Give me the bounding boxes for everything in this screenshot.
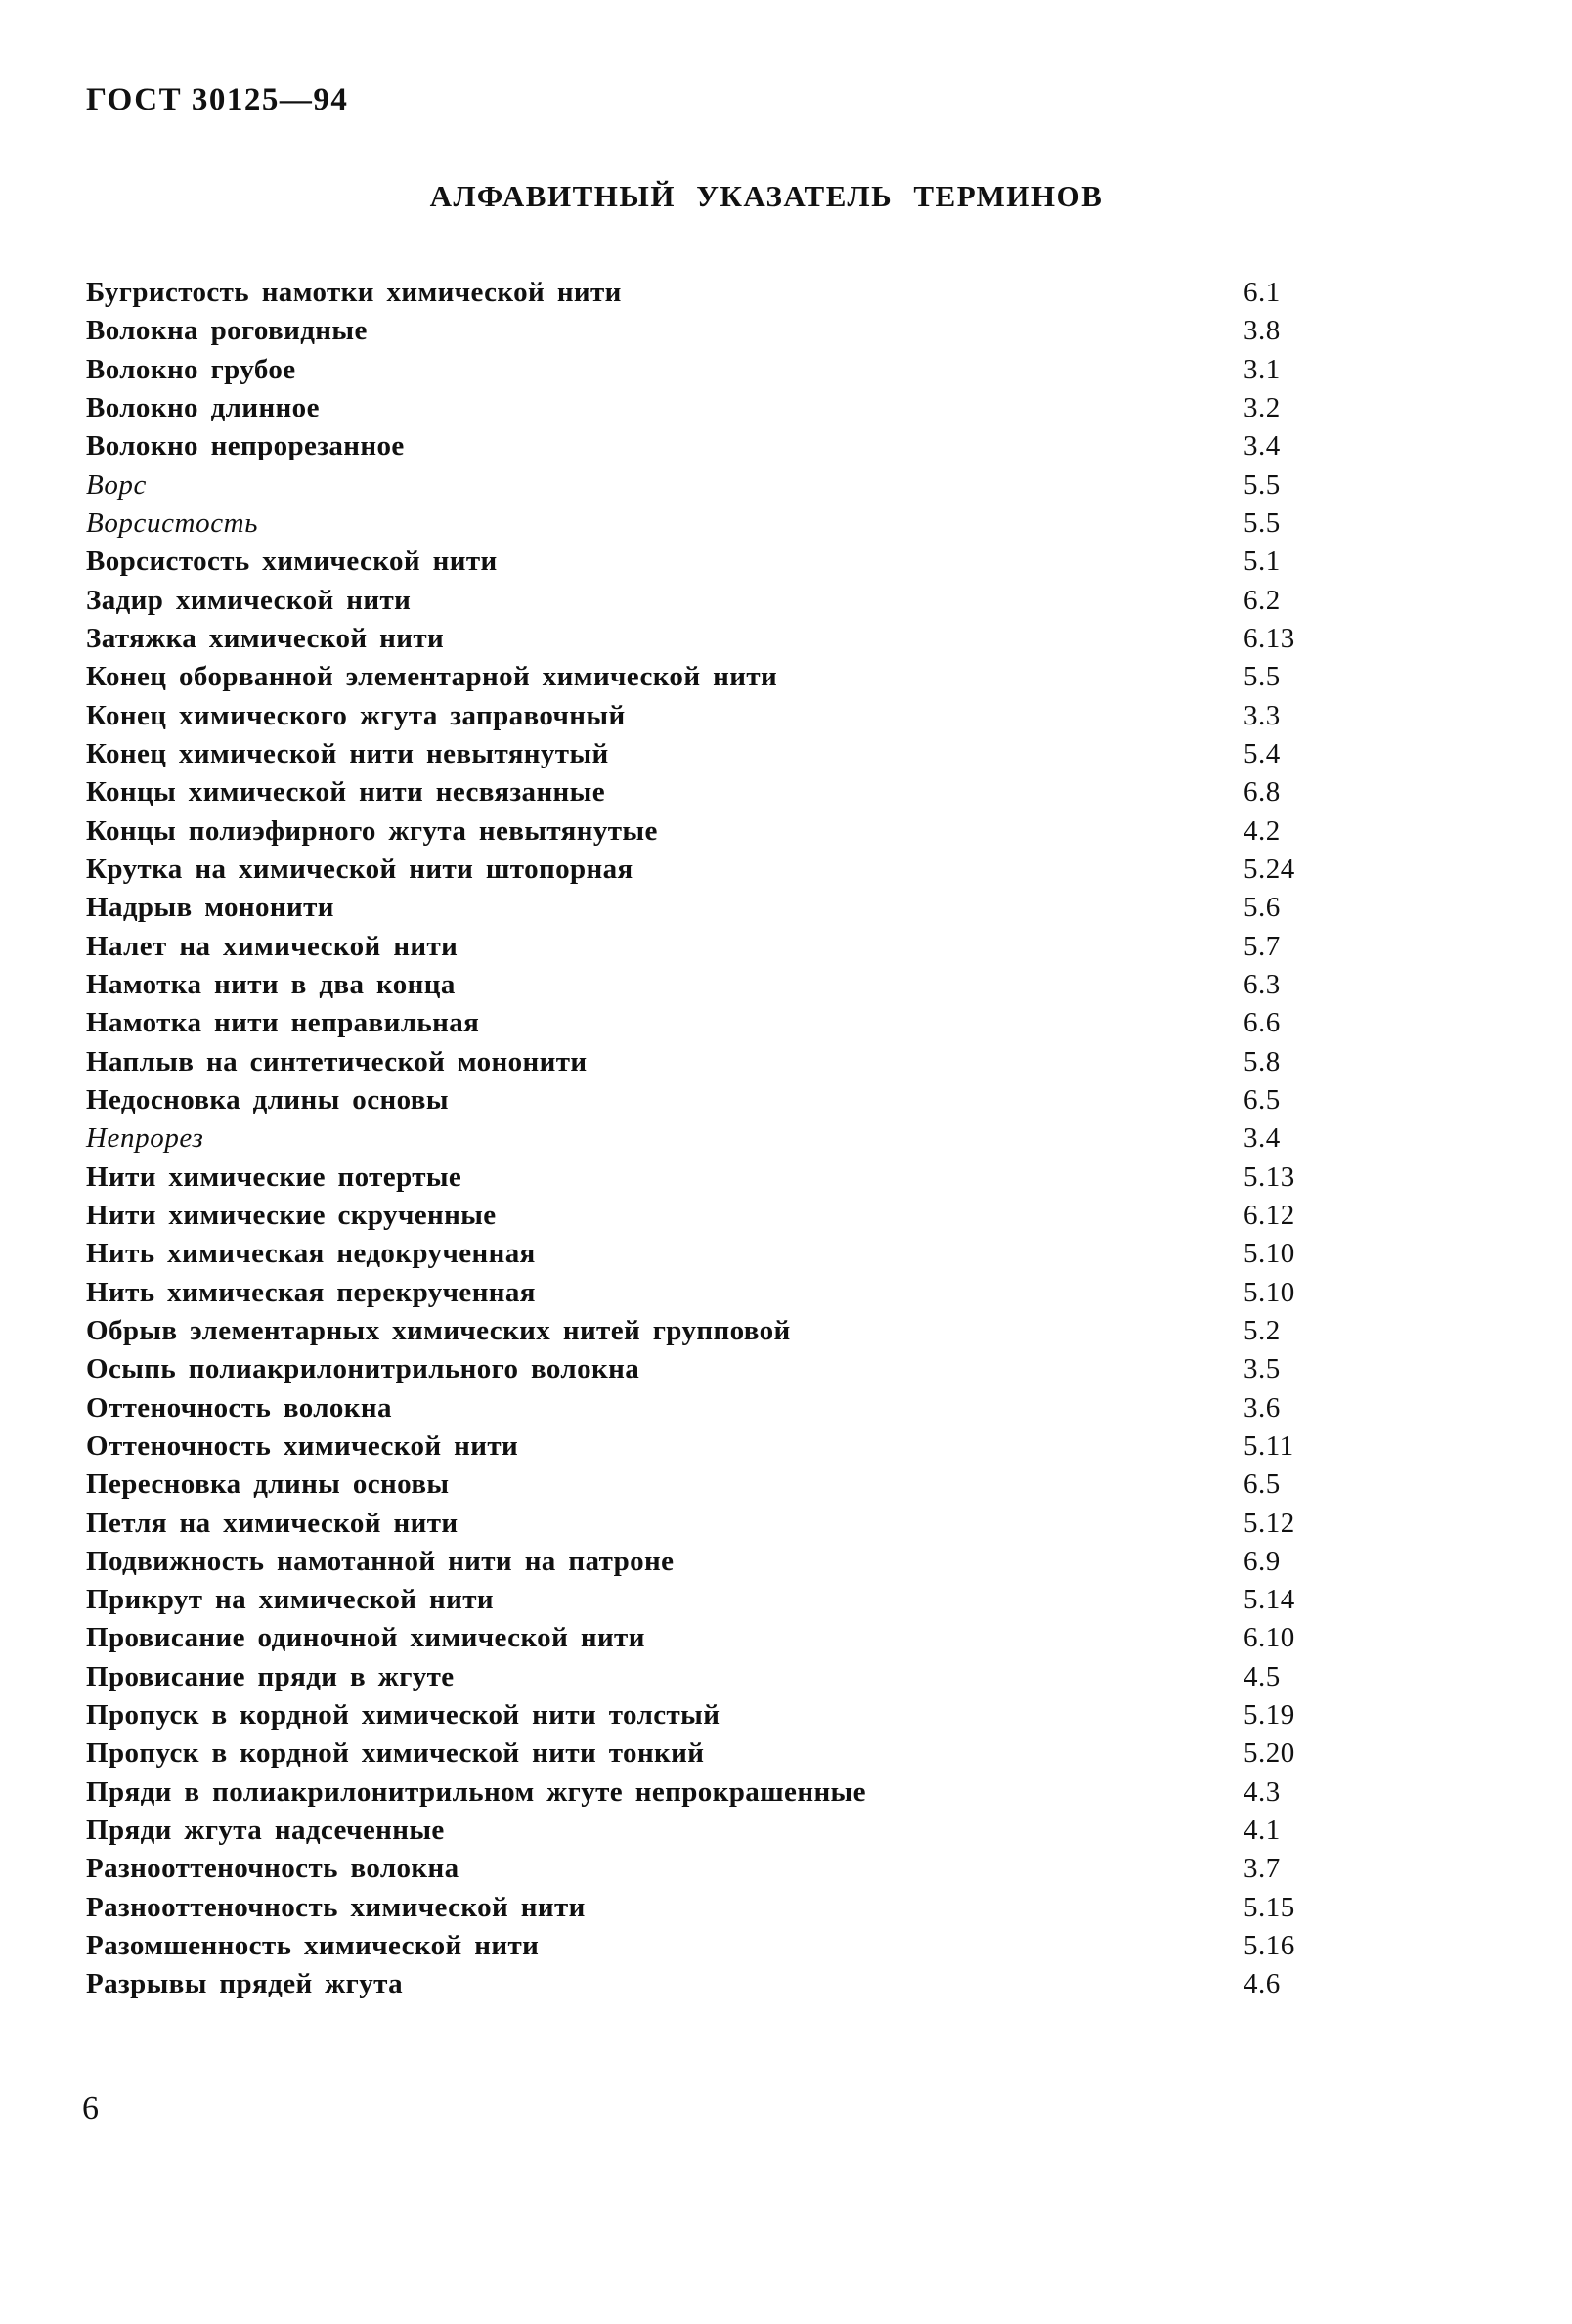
index-ref: 6.3 xyxy=(1244,968,1281,1000)
index-term: Разнооттеночность волокна xyxy=(86,1853,459,1885)
index-term: Осыпь полиакрилонитрильного волокна xyxy=(86,1353,640,1385)
index-ref: 4.3 xyxy=(1244,1776,1281,1808)
index-row xyxy=(86,427,1447,465)
index-term: Задир химической нити xyxy=(86,584,412,616)
index-ref: 3.8 xyxy=(1244,315,1281,347)
index-row xyxy=(86,1119,1447,1158)
index-row xyxy=(86,1850,1447,1888)
index-row xyxy=(86,1812,1447,1850)
index-row xyxy=(86,1350,1447,1388)
index-term: Обрыв элементарных химических нитей групповой xyxy=(86,1314,791,1346)
index-row xyxy=(86,1734,1447,1773)
term-index-list xyxy=(86,274,1447,2004)
index-row xyxy=(86,1235,1447,1273)
index-ref: 6.6 xyxy=(1244,1007,1281,1039)
index-term: Петля на химической нити xyxy=(86,1507,458,1539)
index-term: Разнооттеночность химической нити xyxy=(86,1891,586,1923)
index-row xyxy=(86,351,1447,389)
index-term: Пряди жгута надсеченные xyxy=(86,1815,445,1847)
index-term: Волокно непрорезанное xyxy=(86,430,405,462)
index-ref: 5.5 xyxy=(1244,468,1281,501)
index-row xyxy=(86,697,1447,735)
index-ref: 5.16 xyxy=(1244,1930,1295,1962)
index-ref: 5.2 xyxy=(1244,1314,1281,1346)
index-row xyxy=(86,1312,1447,1350)
index-term: Оттеночность волокна xyxy=(86,1391,392,1424)
index-row xyxy=(86,1543,1447,1581)
index-term: Ворс xyxy=(86,468,147,501)
index-row xyxy=(86,735,1447,773)
index-ref: 3.2 xyxy=(1244,391,1281,423)
index-term: Крутка на химической нити штопорная xyxy=(86,853,633,885)
index-term: Волокно длинное xyxy=(86,391,320,423)
index-term: Надрыв мононити xyxy=(86,892,334,924)
index-row xyxy=(86,1004,1447,1042)
index-row xyxy=(86,1081,1447,1119)
index-ref: 6.1 xyxy=(1244,277,1281,308)
index-term: Разрывы прядей жгута xyxy=(86,1968,404,2000)
index-ref: 5.7 xyxy=(1244,930,1281,962)
index-term: Концы полиэфирного жгута невытянутые xyxy=(86,814,658,847)
index-row xyxy=(86,658,1447,696)
index-ref: 5.20 xyxy=(1244,1737,1295,1770)
index-row xyxy=(86,1427,1447,1466)
index-term: Пропуск в кордной химической нити тонкий xyxy=(86,1737,705,1770)
index-ref: 3.6 xyxy=(1244,1391,1281,1424)
index-term: Прикрут на химической нити xyxy=(86,1584,494,1616)
index-ref: 3.5 xyxy=(1244,1353,1281,1385)
index-row xyxy=(86,389,1447,427)
index-row xyxy=(86,620,1447,658)
index-ref: 3.1 xyxy=(1244,353,1281,385)
index-row xyxy=(86,1274,1447,1312)
index-ref: 6.8 xyxy=(1244,776,1281,809)
index-ref: 3.7 xyxy=(1244,1853,1281,1885)
index-term: Наплыв на синтетической мононити xyxy=(86,1045,588,1077)
index-row xyxy=(86,582,1447,620)
index-ref: 4.6 xyxy=(1244,1968,1281,2000)
index-ref: 5.1 xyxy=(1244,546,1281,578)
index-ref: 4.1 xyxy=(1244,1815,1281,1847)
index-row xyxy=(86,889,1447,927)
index-ref: 5.12 xyxy=(1244,1507,1295,1539)
index-row xyxy=(86,1389,1447,1427)
index-title: АЛФАВИТНЫЙ УКАЗАТЕЛЬ ТЕРМИНОВ xyxy=(429,179,1104,213)
index-ref: 5.15 xyxy=(1244,1891,1295,1923)
index-ref: 5.11 xyxy=(1244,1429,1294,1462)
page-number: 6 xyxy=(82,2090,99,2127)
index-ref: 5.19 xyxy=(1244,1699,1295,1732)
index-ref: 4.5 xyxy=(1244,1660,1281,1692)
index-row xyxy=(86,274,1447,312)
index-row xyxy=(86,773,1447,811)
index-term: Нить химическая перекрученная xyxy=(86,1276,536,1308)
index-term: Намотка нити неправильная xyxy=(86,1007,480,1039)
index-row xyxy=(86,928,1447,966)
index-row xyxy=(86,1197,1447,1235)
index-row xyxy=(86,1466,1447,1504)
index-ref: 5.6 xyxy=(1244,892,1281,924)
index-ref: 3.3 xyxy=(1244,699,1281,731)
index-row xyxy=(86,1043,1447,1081)
index-ref: 6.5 xyxy=(1244,1469,1281,1501)
index-ref: 5.10 xyxy=(1244,1276,1295,1308)
index-term: Бугристость намотки химической нити xyxy=(86,277,622,308)
index-term: Разомшенность химической нити xyxy=(86,1930,540,1962)
index-row xyxy=(86,504,1447,543)
index-term: Пересновка длины основы xyxy=(86,1469,450,1501)
index-term: Пряди в полиакрилонитрильном жгуте непрокрашенные xyxy=(86,1776,866,1808)
index-term: Ворсистость xyxy=(86,506,259,539)
index-ref: 5.14 xyxy=(1244,1584,1295,1616)
index-ref: 5.13 xyxy=(1244,1161,1295,1193)
index-ref: 5.5 xyxy=(1244,661,1281,693)
index-ref: 5.4 xyxy=(1244,737,1281,769)
index-row xyxy=(86,1927,1447,1965)
index-term: Концы химической нити несвязанные xyxy=(86,776,605,809)
index-ref: 6.2 xyxy=(1244,584,1281,616)
index-ref: 5.10 xyxy=(1244,1238,1295,1270)
index-row xyxy=(86,1505,1447,1543)
index-term: Пропуск в кордной химической нити толстый xyxy=(86,1699,720,1732)
index-term: Конец химического жгута заправочный xyxy=(86,699,626,731)
index-row xyxy=(86,543,1447,581)
index-term: Затяжка химической нити xyxy=(86,622,445,654)
index-term: Подвижность намотанной нити на патроне xyxy=(86,1545,675,1577)
index-row xyxy=(86,1696,1447,1734)
index-ref: 5.8 xyxy=(1244,1045,1281,1077)
index-row xyxy=(86,851,1447,889)
index-ref: 6.10 xyxy=(1244,1622,1295,1654)
index-term: Нити химические потертые xyxy=(86,1161,462,1193)
index-term: Нить химическая недокрученная xyxy=(86,1238,536,1270)
index-row xyxy=(86,812,1447,851)
index-row xyxy=(86,1581,1447,1619)
index-ref: 6.13 xyxy=(1244,622,1295,654)
index-row xyxy=(86,1658,1447,1696)
index-row xyxy=(86,466,1447,504)
index-ref: 5.24 xyxy=(1244,853,1295,885)
index-term: Провисание одиночной химической нити xyxy=(86,1622,645,1654)
index-term: Провисание пряди в жгуте xyxy=(86,1660,455,1692)
index-ref: 5.5 xyxy=(1244,506,1281,539)
index-term: Волокно грубое xyxy=(86,353,296,385)
index-row xyxy=(86,1889,1447,1927)
index-row xyxy=(86,966,1447,1004)
index-row xyxy=(86,1619,1447,1657)
index-row xyxy=(86,1965,1447,2003)
index-term: Намотка нити в два конца xyxy=(86,968,456,1000)
index-ref: 4.2 xyxy=(1244,814,1281,847)
index-term: Ворсистость химической нити xyxy=(86,546,498,578)
index-term: Нити химические скрученные xyxy=(86,1199,497,1231)
index-term: Недосновка длины основы xyxy=(86,1083,449,1116)
index-term: Конец химической нити невытянутый xyxy=(86,737,609,769)
index-row xyxy=(86,312,1447,350)
index-ref: 3.4 xyxy=(1244,430,1281,462)
index-term: Непрорез xyxy=(86,1122,204,1155)
document-code: ГОСТ 30125—94 xyxy=(86,82,349,117)
index-term: Оттеночность химической нити xyxy=(86,1429,519,1462)
index-ref: 6.9 xyxy=(1244,1545,1281,1577)
index-row xyxy=(86,1159,1447,1197)
index-ref: 6.5 xyxy=(1244,1083,1281,1116)
index-term: Конец оборванной элементарной химической нити xyxy=(86,661,778,693)
index-row xyxy=(86,1774,1447,1812)
index-ref: 3.4 xyxy=(1244,1122,1281,1155)
index-term: Волокна роговидные xyxy=(86,315,368,347)
index-ref: 6.12 xyxy=(1244,1199,1295,1231)
index-term: Налет на химической нити xyxy=(86,930,458,962)
